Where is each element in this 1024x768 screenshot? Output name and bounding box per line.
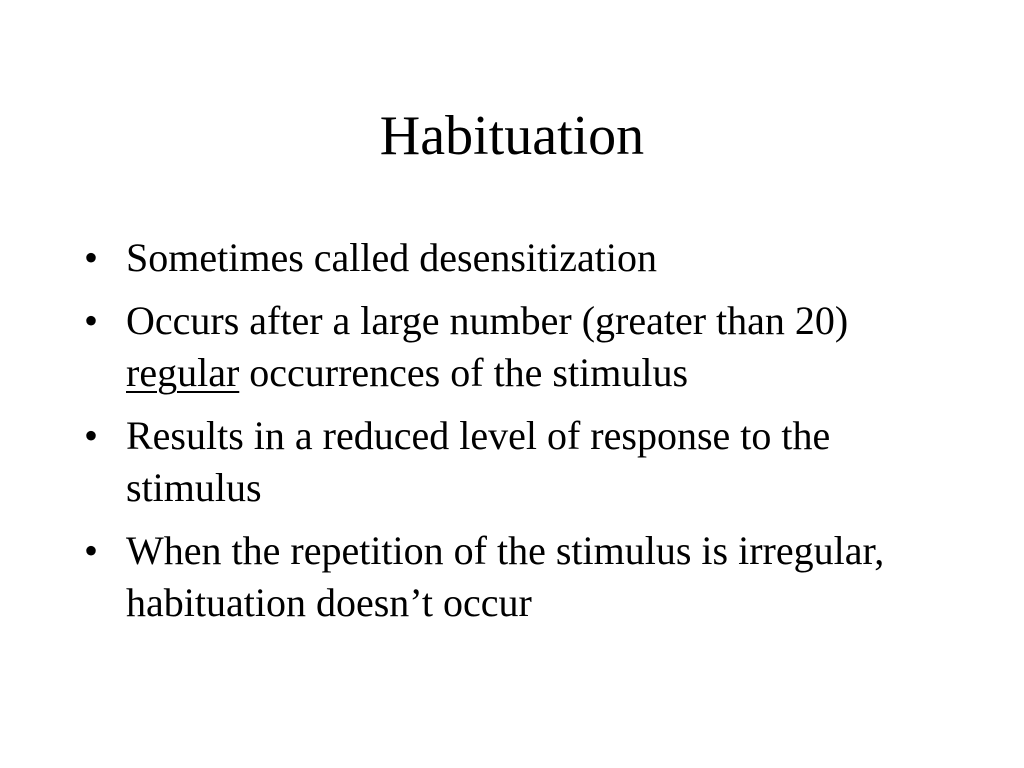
- bullet-text: When the repetition of the stimulus is irregular, habituation doesn’t occur: [126, 528, 885, 625]
- bullet-text: Results in a reduced level of response to the stimulus: [126, 413, 831, 510]
- bullet-item: [84, 410, 954, 514]
- underlined-keyword: regular: [126, 350, 240, 395]
- bullet-list: [84, 232, 954, 640]
- bullet-marker: •: [84, 298, 99, 343]
- bullet-text: Occurs after a large number (greater than 20): [126, 298, 849, 343]
- bullet-text-continued: occurrences of the stimulus: [239, 350, 689, 395]
- bullet-item: [84, 232, 954, 284]
- slide-title: Habituation: [379, 105, 645, 167]
- bullet-text: Sometimes called desensitization: [126, 235, 657, 280]
- bullet-item: [84, 525, 954, 629]
- bullet-item: [84, 295, 954, 399]
- bullet-marker: •: [84, 528, 99, 573]
- bullet-marker: •: [84, 235, 99, 280]
- bullet-marker: •: [84, 413, 99, 458]
